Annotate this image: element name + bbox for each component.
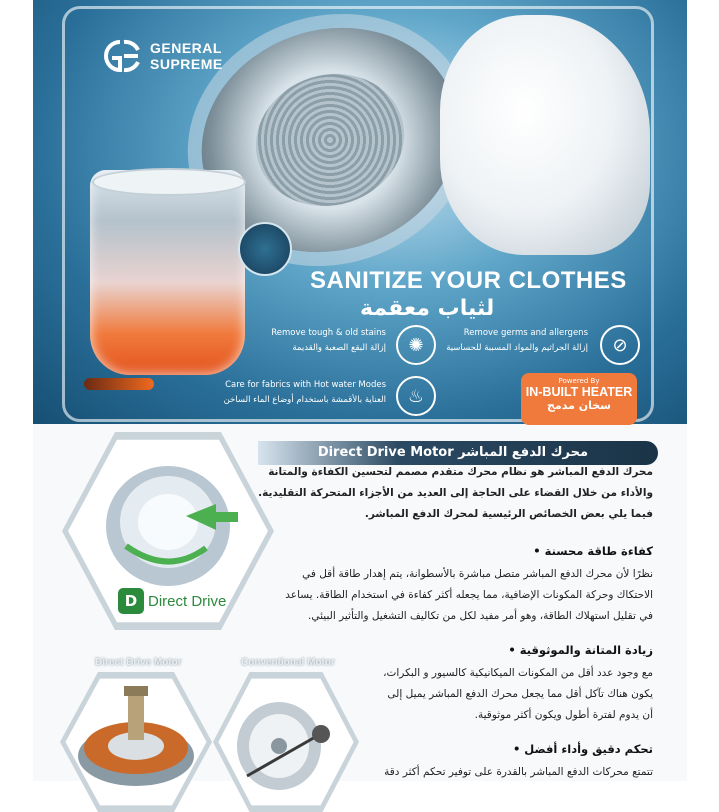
feature-hot-water <box>208 378 386 408</box>
banner-headline: SANITIZE YOUR CLOTHES <box>310 267 627 294</box>
no-germs-icon: ⊘ <box>600 325 640 365</box>
feature-stains-ar: إزالة البقع الصعبة والقديمة <box>292 343 386 353</box>
brand-line2: SUPREME <box>150 56 223 72</box>
direct-drive-logo-text: Direct Drive <box>148 592 227 610</box>
germ-magnifier-icon <box>238 222 292 276</box>
direct-drive-logo-icon: D <box>118 588 144 614</box>
white-shirt-image <box>440 15 650 255</box>
feature-stains <box>260 326 386 356</box>
intro-line-3: فيما يلي بعض الخصائص الرئيسية لمحرك الدفع المباشر. <box>364 508 653 520</box>
inbuilt-heater-badge <box>521 373 637 425</box>
conventional-motor-label: Conventional Motor <box>241 657 335 668</box>
bullet-2-line-2: يكون هناك تآكل أقل مما يجعل محرك الدفع المباشر يميل إلى <box>387 688 653 700</box>
bullet-1-line-1: نظرًا لأن محرك الدفع المباشر متصل مباشرة بالأسطوانة، يتم إهدار طاقة أقل في <box>302 568 653 580</box>
banner-headline-ar: لثياب معقمة <box>360 296 495 321</box>
feature-stains-en: Remove tough & old stains <box>271 328 386 338</box>
section-title: محرك الدفع المباشر Direct Drive Motor <box>258 441 658 465</box>
bullet-2-line-1: مع وجود عدد أقل من المكونات الميكانيكية كالسيور و البكرات، <box>383 667 653 679</box>
brand-line1: GENERAL <box>150 40 222 56</box>
bullet-1-text: كفاءة طاقة محسنة <box>544 544 653 558</box>
heater-label: IN-BUILT HEATER <box>525 385 633 399</box>
heater-element <box>84 378 154 390</box>
bullet-2-title: زيادة المتانة والموثوقية • <box>508 643 653 657</box>
bullet-1-title: كفاءة طاقة محسنة • <box>533 544 653 558</box>
intro-line-1: محرك الدفع المباشر هو نظام محرك متقدم مصمم لتحسين الكفاءة والمتانة <box>268 466 653 478</box>
feature-hot-water-ar: العناية بالأقمشة باستخدام أوضاع الماء الساخن <box>223 395 386 405</box>
bullet-3-title: تحكم دقيق وأداء أفضل • <box>512 742 653 756</box>
brand-logo <box>100 38 223 74</box>
direct-motor-label: Direct Drive Motor <box>95 657 182 668</box>
feature-hot-water-en: Care for fabrics with Hot water Modes <box>225 380 386 390</box>
bullet-2-text: زيادة المتانة والموثوقية <box>519 643 653 657</box>
stain-icon: ✺ <box>396 325 436 365</box>
bullet-3-text: تحكم دقيق وأداء أفضل <box>524 742 653 756</box>
feature-germs-en: Remove germs and allergens <box>463 328 588 338</box>
bullet-1-line-3: في تقليل استهلاك الطاقة، وهو أمر مفيد لكل من تكاليف التشغيل والتأثير البيئي. <box>308 610 653 622</box>
bullet-1-line-2: الاحتكاك وحركة المكونات الإضافية، مما يجعله أكثر كفاءة في استخدام الطاقة. يساعد <box>285 589 653 601</box>
tub-rim <box>92 168 246 196</box>
heater-label-ar: سخان مدمج <box>547 399 611 412</box>
gs-logo-icon <box>100 38 144 74</box>
feature-germs <box>440 326 588 356</box>
powered-by-label: Powered By <box>558 377 600 385</box>
bullet-3-line-1: تتمتع محركات الدفع المباشر بالقدرة على توفير تحكم أكثر دقة <box>384 766 653 778</box>
feature-germs-ar: إزالة الجراثيم والمواد المسببة للحساسية <box>446 343 588 353</box>
glass-tub-image <box>90 170 245 375</box>
bullet-2-line-3: أن يدوم لفترة أطول ويكون أكثر موثوقية. <box>474 709 653 721</box>
intro-line-2: والأداء من خلال القضاء على الحاجة إلى العديد من الأجزاء المتحركة التقليدية. <box>258 487 653 499</box>
hot-water-icon: ♨ <box>396 376 436 416</box>
direct-drive-logo <box>118 588 226 614</box>
